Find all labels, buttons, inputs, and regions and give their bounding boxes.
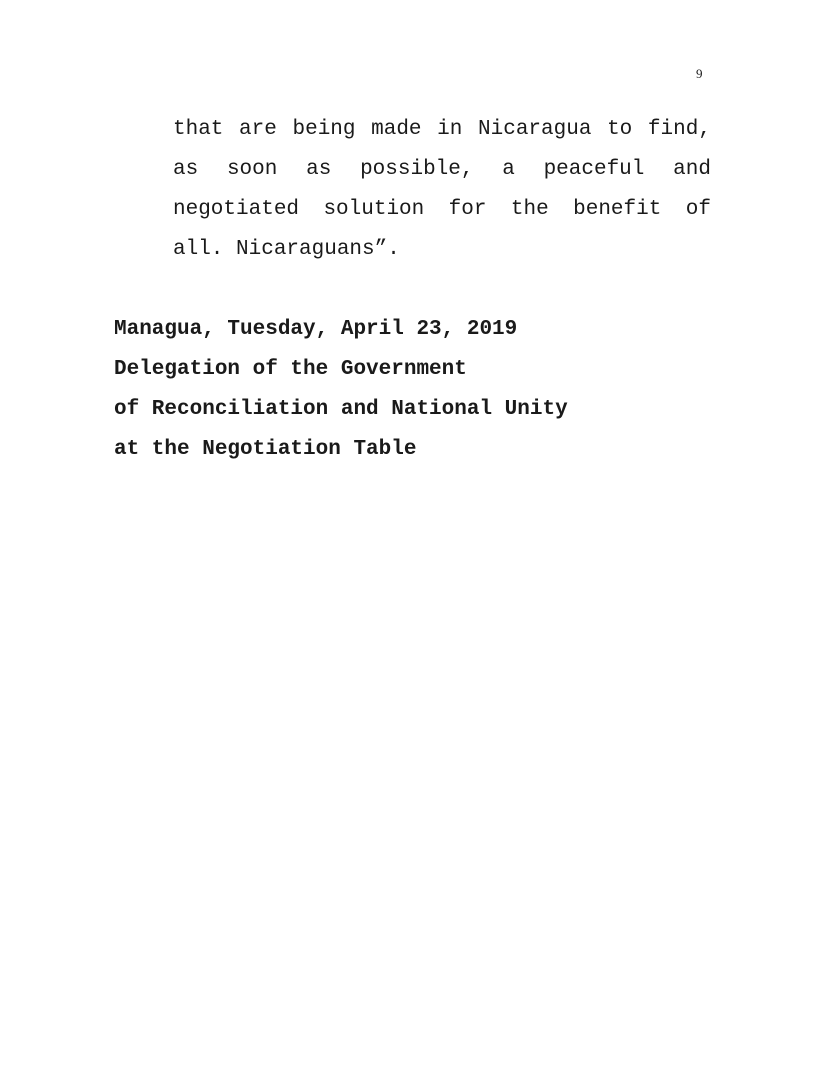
quote-paragraph: [173, 110, 711, 270]
word: made: [371, 118, 422, 141]
word: soon: [226, 158, 278, 181]
word: benefit: [573, 198, 662, 221]
signature-place-date: Managua, Tuesday, April 23, 2019: [114, 318, 518, 341]
signature-line-2: Delegation of the Government: [114, 358, 467, 381]
word: for: [448, 198, 487, 221]
word: in: [437, 118, 463, 141]
word: peaceful: [543, 158, 645, 181]
word: to: [607, 118, 633, 141]
page-number: 9: [696, 66, 703, 81]
quote-line-4: all. Nicaraguans”.: [173, 238, 400, 261]
signature-line-4: at the Negotiation Table: [114, 438, 417, 461]
word: Nicaragua: [478, 118, 592, 141]
word: and: [673, 158, 711, 181]
signature-block: [114, 310, 734, 470]
word: as: [306, 158, 332, 181]
quote-line-1: [173, 110, 711, 150]
word: possible,: [360, 158, 474, 181]
word: that: [173, 118, 224, 141]
word: a: [502, 158, 515, 181]
word: being: [292, 118, 356, 141]
word: find,: [647, 118, 711, 141]
signature-line-3: of Reconciliation and National Unity: [114, 398, 568, 421]
word: negotiated: [173, 198, 300, 221]
word: the: [510, 198, 549, 221]
word: are: [239, 118, 277, 141]
word: of: [685, 198, 711, 221]
quote-line-3: [173, 190, 711, 230]
word: solution: [323, 198, 425, 221]
quote-line-2: [173, 150, 711, 190]
word: as: [173, 158, 199, 181]
